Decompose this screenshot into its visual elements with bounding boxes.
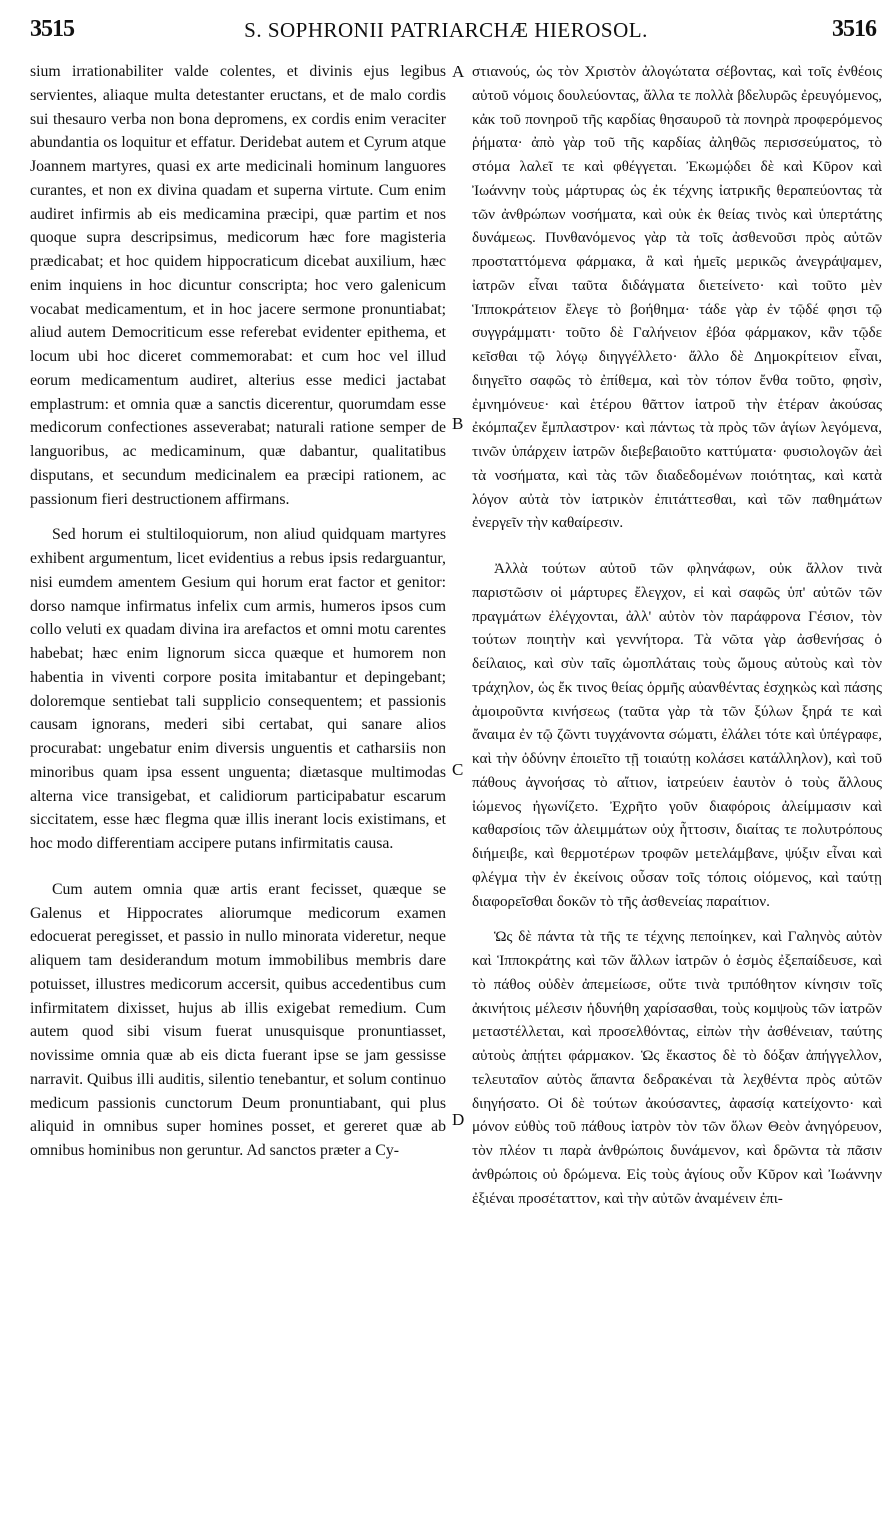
- margin-marker-d: D: [452, 1110, 465, 1129]
- greek-paragraph: στιανούς, ὡς τὸν Χριστὸν ἀλογώτατα σέβοντας, καὶ τοῖς ἐνθέοις αὐτοῦ νόμοις δουλεύοντας, ἄλλα τε πολλὰ βδελυρῶς ἐρευγόμενος, κἀκ τοῦ πονηροῦ τῆς καρδίας θησαυροῦ τὰ πονηρὰ προφερόμενος ῥήματα· ἀπὸ γὰρ τοῦ τῆς καρδίας ἀληθῶς περισσεύματος, τὸ στόμα λαλεῖ τε καὶ φθέγγεται. Ἐκωμῴδει δὲ καὶ Κῦρον καὶ Ἰωάννην τοὺς μάρτυρας ὡς ἐκ τέχνης ἰατρικῆς θεραπεύοντας τὰ τῶν ἀνθρώπων νοσήματα, καὶ οὐκ ἐκ θείας τινὸς καὶ ὑπερτάτης δυνάμεως. Πυνθανόμενος γὰρ τὰ τοῖς ἀσθενοῦσι πρὸς αὐτῶν προσταττόμενα φάρμακα, ἃ καὶ ἡμεῖς μερικῶς ἀνεγράψαμεν, ἰατρῶν εἶναι ταῦτα διδάγματα διετείνετο· καὶ τοῦτο μὲν Ἱπποκράτειον ἔλεγε τὸ βοήθημα· τάδε γὰρ ἐν τῷδέ φησι τῷ συγγράμματι· τοῦτο δὲ Γαλήνειον ἐβόα φάρμακον, κἂν τῷδε κεῖσθαι τῷ λόγῳ διηγγέλλετο· ἄλλο δὲ Δημοκρίτειον εἶναι, διηγεῖτο σαφῶς τὸ ἐπίθεμα, καὶ τὸν τόπον ἔνθα τοῦτο, φησὶν, ἐμνημόνευε· καὶ ἑτέρου θᾶττον ἰατροῦ τὴν ἑτέραν ἀκούσας ἐκόμπαζεν ἔμπλαστρον· καὶ πάντως τὰ πρὸς τῶν ἁγίων λεγόμενα, τινῶν ὑπάρχειν ἰατρῶν διεβεβαιοῦτο καττύματα· φυσιολογῶν ἀεὶ τὰ νοσήματα, καὶ τὰς τῶν διαδεδομένων ποιότητας, καὶ κατὰ λόγον αὐτὰ τὸν ἰατρικὸν ἐπιτάττεσθαι, καὶ τῶν παθημάτων ἐνεργεῖν τὴν καθαίρεσιν.: [472, 63, 882, 532]
- margin-marker-a: A: [452, 62, 465, 81]
- latin-paragraph: Sed horum ei stultiloquiorum, non aliud quidquam martyres exhibent argumentum, licet evidentius a rebus ipsis redarguantur, nisi eumdem amentem Gesium qui horum erat factor et genitor: dorso namque infirmatus infelix cum armis, humeros ipsos cum collo veluti ex quadam divina ira arefactos et omni motu carentes habebat; hæc enim lignorum sicca quæque et humorem non habentia in viventi corpore posita imitabantur et depingebant; doloremque sentiebat tali supplicio consequentem; et passionis causam ignorans, mederi sibi certabat, qui sanare alios procurabat: ungebatur enim diversis unguentis et catharsiis non minoribus quam ipsa essent unguenta; diætasque multimodas alterna vice transigebat, et calidiorum participabatur escarum siccitatem, esse hæc flegma quæ illis inerant locis existimans, et hoc modo differentiam accipere putans infirmitatis causa.: [30, 526, 446, 852]
- greek-column: [472, 60, 882, 1210]
- page-number-right: 3516: [832, 16, 876, 42]
- latin-paragraph: sium irrationabiliter valde colentes, et divinis ejus legibus servientes, aliaque multa detestanter eructans, et de malo cordis sui thesauro verba non bona depromens, ex cordis enim veraciter abundantia os loquitur et effatur. Deridebat autem et Cyrum atque Joannem martyres, quasi ex arte medicinali hominum languores curantes, et non ex divina quadam et superna virtute. Cum enim audiret infirmis ab eis medicamina præcipi, quæ partim et nos quoque supra descripsimus, medicorum hæc fore magisteria prædicabat; et hoc quidem hippocraticum dicebat auxilium, hæc enim inquiens in hoc dicuntur conscripta; hoc vero galenicum vocabat medicamentum, et in hoc jacere sermone pronuntiabat; aliud autem Democriticum esse referebat evidenter epithema, et locum ubi hoc diceret commemorabat: et cum hoc vel illud eorum medicamentum audiret, alterius esse medici jactabat emplastrum: et omnia quæ a sanctis dicerentur, quorumdam esse medicorum confectiones asseverabat; naturali ratione semper de languoribus, ac medicaminum, quæ dabantur, qualitatibus disputans, et secundum medicinalem ea præcipi rationem, ac passionum fieri destructionem affirmans.: [30, 63, 446, 508]
- latin-column: [30, 60, 446, 1163]
- margin-marker-b: B: [452, 414, 464, 433]
- latin-paragraph: Cum autem omnia quæ artis erant fecisset, quæque se Galenus et Hippocrates aliorumque medicorum examen edocuerat peregisset, et passio in nullo minorata videretur, neque aliquem tam desiderandum motum immobilibus membris dare potuisset, illustres medicorum accersit, quibus accedentibus cum infirmitatem dixisset, hujus ab illis exigebat remedium. Cum autem quod sibi visum fuerat unusquisque pronuntiasset, novissime omnia quæ ab eis dicta fuerant ipse se jam gessisse narravit. Quibus illi auditis, silentio tenebantur, et solum continuo medicum passionis cunctorum Deum pronuntiabant, qui plus aliquid in omnibus super homines posset, et gereret quæ ab omnibus hominibus non geruntur. Ad sanctos præter a Cy-: [30, 880, 446, 1159]
- greek-paragraph: Ὡς δὲ πάντα τὰ τῆς τε τέχνης πεποίηκεν, καὶ Γαληνὸς αὐτὸν καὶ Ἱπποκράτης καὶ τῶν ἄλλων ἰατρῶν ὁ ἑσμὸς ἐξεπαίδευσε, καὶ τὸ πάθος οὐδὲν ἀπεμείωσε, οὔτε τινὰ τριπόθητον κίνησιν τοῖς ἀκινήτοις μέλεσιν ἠδυνήθη χαρίσασθαι, τοὺς κομψοὺς τῶν ἰατρῶν μεταστέλλεται, καὶ προσελθόντας, εἰπὼν τὴν ἀσθένειαν, ταύτης αὐτοὺς ἀπῄτει φάρμακον. Ὡς ἕκαστος δὲ τὸ δόξαν ἀπήγγελλον, τελευταῖον αὐτὸς ἅπαντα δεδρακέναι τὰ λεχθέντα πρὸς αὐτῶν διηγήσατο. Οἱ δὲ τούτων ἀκούσαντες, ἀφασίᾳ κατείχοντο· καὶ μόνον εὐθὺς τοῦ πάθους ἰατρὸν τὸν τῶν ὅλων Θεὸν ἀνηγόρευον, τὸν πλέον τι παρὰ ἀνθρώποις δυνάμενον, καὶ δρῶντα τὰ πᾶσιν ἀνθρώποις οὐ δρώμενα. Εἰς τοὺς ἁγίους οὖν Κῦρον καὶ Ἰωάννην ἐξιέναι προσέταττον, καὶ τὴν αὐτῶν ἀναμένειν ἐπι-: [472, 928, 882, 1207]
- running-header: [0, 10, 892, 50]
- greek-paragraph: Ἀλλὰ τούτων αὐτοῦ τῶν φληνάφων, οὐκ ἄλλον τινὰ παριστῶσιν οἱ μάρτυρες ἔλεγχον, εἰ καὶ σαφῶς ὑπ' αὐτῶν τῶν πραγμάτων ἐλέγχονται, ἀλλ' αὐτὸν τὸν παράφρονα Γέσιον, τὸν τούτων ποιητὴν καὶ γεννήτορα. Τὰ νῶτα γὰρ ἀσθενήσας ὁ δείλαιος, καὶ σὺν ταῖς ὠμοπλάταις τοὺς ὤμους αὐτοὺς καὶ τὸν τράχηλον, ὡς ἔκ τινος θείας ὁρμῆς αὐανθέντας ἐσχηκὼς καὶ πάσης ἀμοιροῦντα κινήσεως (ταῦτα γὰρ τὰ τῶν ξύλων ξηρά τε καὶ ἄναιμα ἐν τῷ ζῶντι τυγχάνοντα σώματι, ἐλάλει τότε καὶ ὑπέγραφε, καὶ τὴν ὀδύνην ἐποιεῖτο τῇ τοιαύτῃ κολάσει κατάλληλον), καὶ τοῦ πάθους ἀγνοήσας τὸ αἴτιον, ἰατρεύειν ἑαυτὸν ὁ τοὺς ἄλλους ἰώμενος ἠγωνίζετο. Ἐχρῆτο γοῦν διαφόροις ἀλείμμασιν καὶ καθαρσίοις τῶν ἀλειμμάτων οὐχ ἧττοσιν, διαίτας τε πολυτρόπους διήμειβε, καὶ θερμοτέρων τροφῶν μετελάμβανε, ψύξιν εἶναι καὶ φλέγμα τὴν ἐν ἐκείνοις οὖσαν τοῖς τόποις οἰόμενος, καὶ ταύτῃ διαφορεῖσθαι δοκῶν τὸ τῆς ἀσθενείας παραίτιον.: [472, 560, 882, 910]
- running-title: S. SOPHRONII PATRIARCHÆ HIEROSOL.: [244, 18, 648, 42]
- page-number-left: 3515: [30, 16, 74, 42]
- margin-marker-c: C: [452, 760, 464, 779]
